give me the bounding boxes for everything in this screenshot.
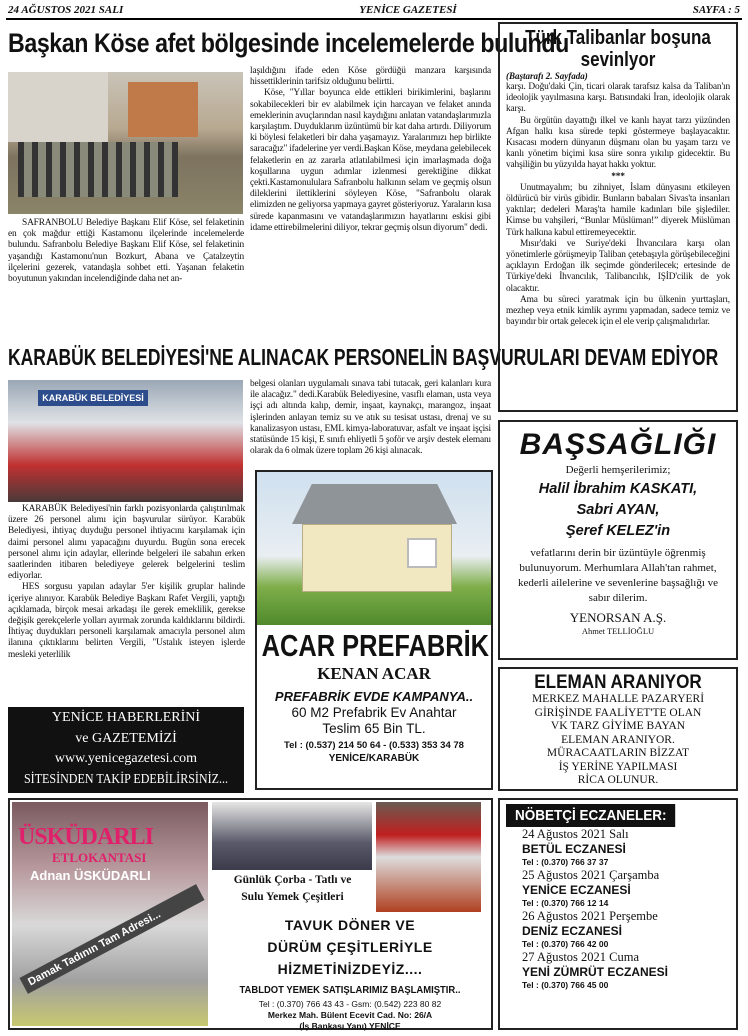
municipality-sign: KARABÜK BELEDİYESİ xyxy=(38,390,148,406)
flood-photo xyxy=(8,72,243,214)
pharmacy-name: DENİZ ECZANESİ xyxy=(522,924,623,938)
duty-date: 24 Ağustos 2021 Salı xyxy=(522,827,629,841)
article1-right-text: laşıldığını ifade eden Köse gördüğü manzara karşısında hissettiklerinin tarifsiz olduğunu belirtti. Köse, "Yıllar boyunca elde ettikleri birikimlerini, başlarını sokabilecekleri bir ev alabilmek için harcayan ve felaket anında emeklerinin avuçlarından nasıl kaydığını anlatan vatandaşlarımızla karşılaştım. Duyduklarım üzüntümü bir kat daha artırdı. Diliyorum ki böylesi felaketleri bir daha yaşamayız. Yaralarımızı hep birlikte saracağız" ifadelerine yer verdi.Başkan Köse, meydana gelebilecek felaketlerin en az zararla atlatılabilmesi için imarlaşmada doğa koşullarına uygun adımlar izlenmesi gerektiğine dikkat çekti.Kastamonululara Safranbolu halkının selam ve geçmiş olsun dileklerini ilettiklerini söyleyen Köse, "Safranbolu olarak elimizden ne geliyorsa yapmaya gayret gösteriyoruz. Yaraların kısa sürede kapanmasını ve vatandaşlarımızın hayatlarını eskisi gibi idame ettirebilmelerini diliyor, tekrar geçmiş olsun diyorum" dedi. xyxy=(250,66,491,233)
opinion-column: Türk Talibanlar boşuna sevinlyor (Baştarafı 2. Sayfada) karşı. Doğu'daki Çin, ticari olarak tarafsız kalsa da Taliban'ın ideolojik yayılmasına karşı. Batısındaki İran, ideolojik olarak karşı. Bu örgütün dayattığı ilkel ve kanlı hayat tarzı yüzünden Afgan halkı kısa sürede tepki göstermeye başlayacaktır. Kısacası modern dünyanın düşmanı olan bu yaşam tarzı ve kanlı yönetim biçimi kısa süre sonra yıkılıp gidecektir. Bu vahşiliğin bu yüzyılda hayat hakkı yoktur. *** Unutmayalım; bu zihniyet, İslam dünyasını etkileyen öldürücü bir virüs gibidir. Bunların babaları Sivas'ta insanları yaktılar; dedeleri Maraş'ta hamile kadınları bile şişlediler. Kimse bu vahşileri, “Bunlar Müslüman!” diyerek Müslüman Türk halkına kabul ettiremeyecektir. Mısır'daki ve Suriye'deki İhvancılara karşı olan yönetimlerle görüşmeyip Taliban çetebaşıyla görüşebileceğini açıklayın Erdoğan ilk seçimde gönderilecek; ertesinde de Türkiye'deki İhvancılık, Talibancılık, IŞİD'cilik de yok olacaktır. Ama bu süreci yaratmak için bu ülkenin yurttaşları, mezhep veya etnik kimlik ayrımı yapmadan, sadece temiz ve bayındır bir ortak gelecek için el ele verip çalışmalıdırlar. xyxy=(498,22,738,412)
municipality-photo xyxy=(8,380,243,502)
pharmacy-entry xyxy=(522,950,730,991)
pharmacy-phone: Tel : (0.370) 766 45 00 xyxy=(522,980,609,990)
job-ad: ELEMAN ARANIYOR MERKEZ MAHALLE PAZARYERİ GİRİŞİNDE FAALİYET'TE OLAN VK TARZ GİYİME BAYAN ELEMAN ARANIYOR. MÜRACAATLARIN BİZZAT İŞ YERİNE YAPILMASI RİCA OLUNUR. xyxy=(498,667,738,791)
slogan-banner: Damak Tadının Tam Adresi... xyxy=(19,884,204,994)
pharmacy-name: YENİ ZÜMRÜT ECZANESİ xyxy=(522,965,669,979)
staff-photo xyxy=(376,802,481,912)
pharmacy-entry xyxy=(522,909,730,950)
pharmacy-entry xyxy=(522,827,730,868)
page-number: SAYFA : 5 xyxy=(692,4,740,16)
restaurant-front-photo: ÜSKÜDARLI ETLOKANTASI Adnan ÜSKÜDARLI Damak Tadının Tam Adresi... xyxy=(12,802,208,1026)
condolence-ad: BAŞSAĞLIĞI Değerli hemşerilerimiz; Halil İbrahim KASKATI, Sabri AYAN, Şeref KELEZ'in vefatlarını derin bir üzüntüyle öğrenmiş bulunuyorum. Merhumlara Allah'tan rahmet, kederli ailelerine ve sevenlerine başsağlığı ve sabır dilerim. YENORSAN A.Ş. Ahmet TELLİOĞLU xyxy=(498,420,738,660)
dining-hall-photo xyxy=(212,802,372,870)
pharmacy-phone: Tel : (0.370) 766 12 14 xyxy=(522,898,609,908)
duty-date: 26 Ağustos 2021 Perşembe xyxy=(522,909,658,923)
newspaper-name: YENİCE GAZETESİ xyxy=(359,4,457,16)
article2-right-text: belgesi olanları uygulamalı sınava tabi tutacak, geri kalanları kura ile alacağız." dedi.Karabük Belediyesine, vasıflı elaman, usta veya işçi adı altında kalıp, demir, inşaat, kaynakçı, marangoz, inşaat işlerinden anlayan temiz su ve atık su tesisat ustası, drenaj ve su kanalizasyon ustası, EML kimya-laboratuvar, asfalt ve inşaat işçisi statüsünde 15 kişi, E sınıfı ehliyetli 5 şoför ve arşiv destek elemanı olarak da 6 olmak üzere toplam 26 kişi alınacak. xyxy=(250,379,491,457)
website-promo: YENİCE HABERLERİNİ ve GAZETEMİZİ www.yenicegazetesi.com SİTESİNDEN TAKİP EDEBİLİRSİNİZ... xyxy=(8,707,244,793)
restaurant-ad: ÜSKÜDARLI ETLOKANTASI Adnan ÜSKÜDARLI Damak Tadının Tam Adresi... Günlük Çorba - Tatlı ve Sulu Yemek Çeşitleri TAVUK DÖNER VE DÜRÜM ÇEŞİTLERİYLE HİZMETİNİZDEYİZ.... TABLDOT YEMEK SATIŞLARIMIZ BAŞLAMIŞTIR.. Tel : (0.370) 766 43 43 - Gsm: (0.542) 223 80 82 Merkez Mah. Bülent Ecevit Cad. No: 26/A (İş Bankası Yanı) YENİCE xyxy=(8,798,493,1030)
pharmacy-entry xyxy=(522,868,730,909)
acar-prefabrik-ad: ACAR PREFABRİK KENAN ACAR PREFABRİK EVDE KAMPANYA.. 60 M2 Prefabrik Ev Anahtar Teslim 65 Bin TL. Tel : (0.537) 214 50 64 - (0.533) 353 34 78 YENİCE/KARABÜK xyxy=(255,470,493,790)
prefab-house-image xyxy=(257,472,491,625)
pharmacy-name: BETÜL ECZANESİ xyxy=(522,842,626,856)
duty-date: 25 Ağustos 2021 Çarşamba xyxy=(522,868,660,882)
pharmacy-name: YENİCE ECZANESİ xyxy=(522,883,631,897)
page-header xyxy=(6,2,742,20)
pharmacy-phone: Tel : (0.370) 766 42 00 xyxy=(522,939,609,949)
article1-headline: Başkan Köse afet bölgesinde incelemelerde bulundu xyxy=(8,28,569,58)
article2-left-text: KARABÜK Belediyesi'nin farklı pozisyonlarda çalıştırılmak üzere 26 personel alımı için başvurular sürüyor. Karabük Belediyesi, ihtiyaç duyduğu personel ihtiyacını karşılamak için daimi personel alımı yapacağını duyurdu. Bugün sona erecek personel alımı için adaylar, ellerinde belgeleri ile sabahın erken saatlerinden itibaren belediyeye gelerek belgelerini teslim ediyorlar. HES sorgusu yapılan adaylar 5'er kişilik gruplar halinde içeriye alınıyor. Karabük Belediye Başkanı Rafet Vergili, yaptığı açıklamada, birçok mesai arkadaşı ile gerek emeklilik, gerekse değişik gerekçelerle yolları ayırmak zorunda kaldıklarını bildirdi. İhtiyaç duydukları personeli karşılamak amacıyla personel alım ilanına çıktıklarını belirten Vergili, "Ustalık isteyen işlerde mesleki yeterlilik xyxy=(8,504,245,660)
pharmacy-list: NÖBETÇİ ECZANELER: 24 Ağustos 2021 Salı BETÜL ECZANESİ Tel : (0.370) 766 37 37 25 Ağustos 2021 Çarşamba YENİCE ECZANESİ Tel : (0.370) 766 12 14 26 Ağustos 2021 Perşembe DENİZ ECZANESİ Tel : (0.370) 766 42 00 27 Ağustos 2021 Cuma YENİ ZÜMRÜT ECZANESİ Tel : (0.370) 766 45 00 xyxy=(498,798,738,1030)
issue-date: 24 AĞUSTOS 2021 SALI xyxy=(8,4,124,16)
pharmacy-phone: Tel : (0.370) 766 37 37 xyxy=(522,857,609,867)
website-link[interactable]: www.yenicegazetesi.com xyxy=(54,751,198,766)
article1-left-text: SAFRANBOLU Belediye Başkanı Elif Köse, sel felaketinin en çok mağdur ettiği Kastamonu ilçelerinde incelemelerde bulundu. Safranbolu Belediye Başkanı Elif Köse, sel felaketinin yaşandığı Kastamonu'nun Bozkurt, Abana ve Çatalzeytin ilçelerini gezerek, vatandaşla sohbet etti. Yaşanan felaketin boyutunun yakından incelendiğinde daha net an- xyxy=(8,218,244,285)
article2-headline: KARABÜK BELEDİYESİ'NE ALINACAK PERSONELİN BAŞVURULARI DEVAM EDİYOR xyxy=(8,344,719,370)
duty-date: 27 Ağustos 2021 Cuma xyxy=(522,950,640,964)
